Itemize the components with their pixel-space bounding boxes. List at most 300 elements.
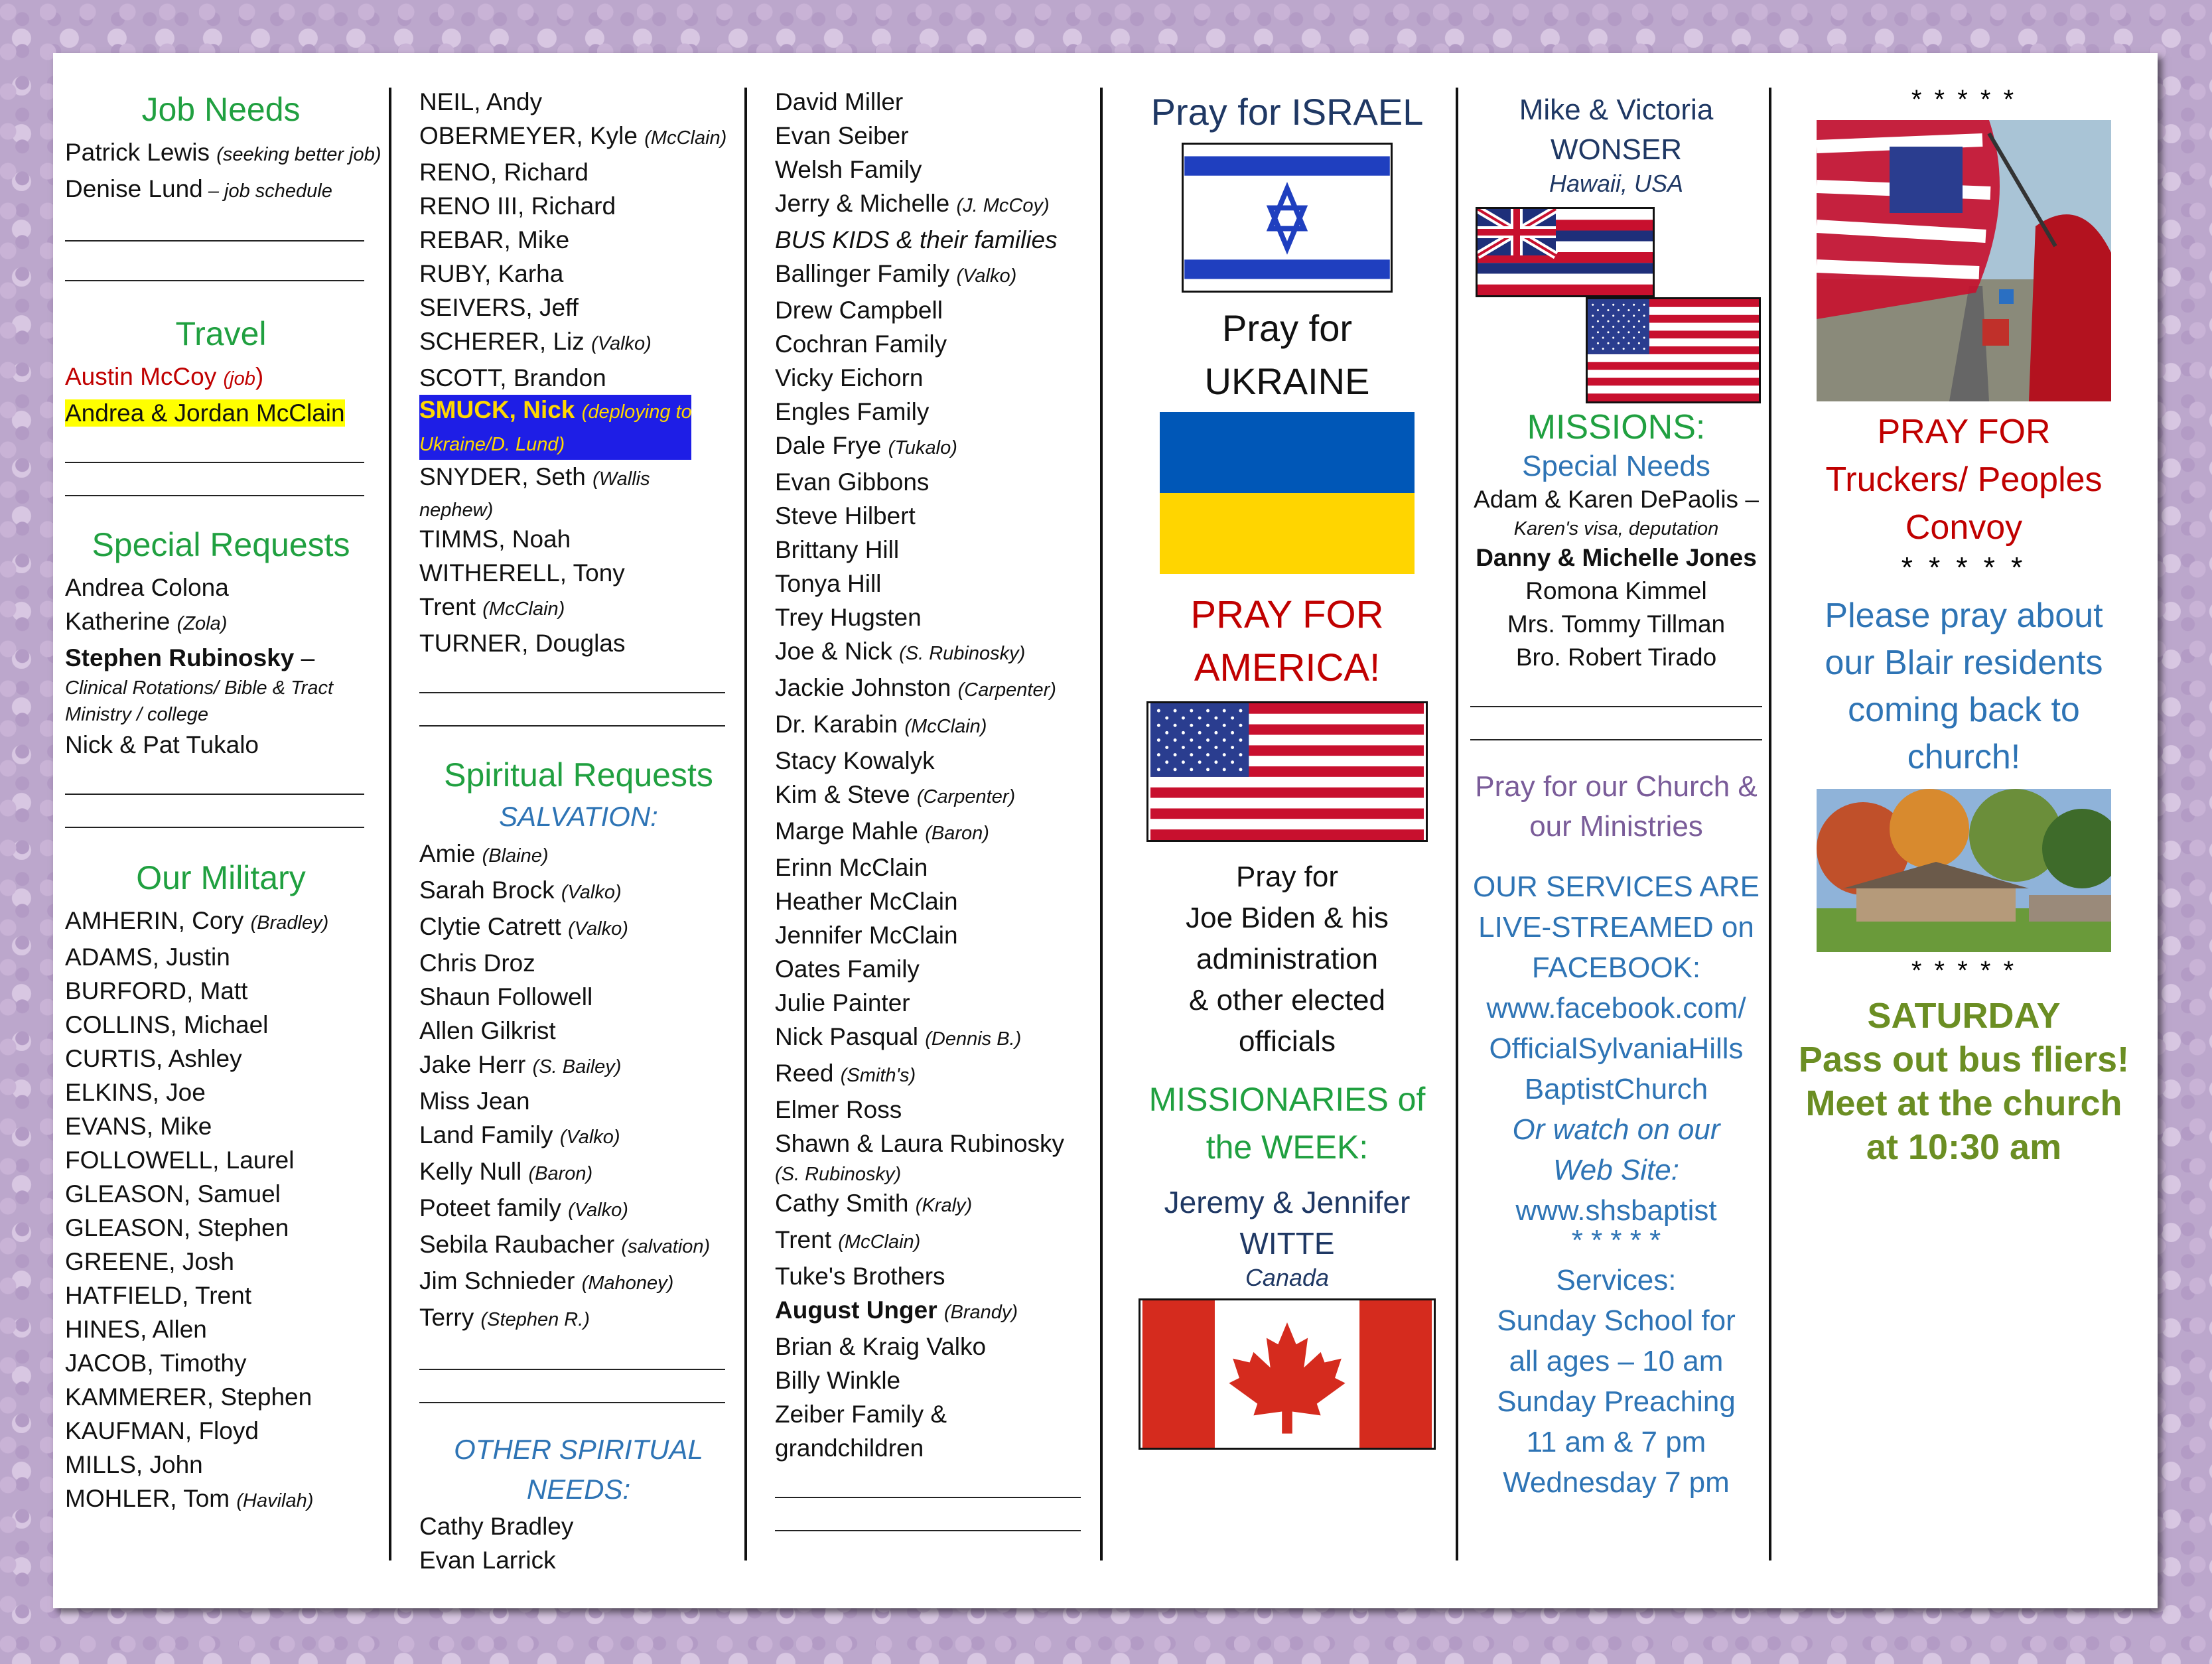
item-name: Reed bbox=[775, 1060, 834, 1087]
list-item bbox=[775, 293, 1093, 327]
list-item bbox=[65, 396, 377, 430]
facebook-link[interactable]: OfficialSylvaniaHills bbox=[1489, 1032, 1744, 1065]
item-name: Elmer Ross bbox=[775, 1096, 902, 1123]
ukraine-flag-icon bbox=[1160, 412, 1415, 574]
heading-line: the WEEK: bbox=[1206, 1129, 1369, 1166]
item-name: Engles Family bbox=[775, 398, 930, 425]
item-name: COLLINS, Michael bbox=[65, 1011, 269, 1038]
stars-divider: * * * * * bbox=[1901, 551, 2027, 584]
note-line: coming back to bbox=[1848, 691, 2080, 729]
special-needs-item: Bro. Robert Tirado bbox=[1515, 644, 1717, 671]
item-name: BUS KIDS & their families bbox=[775, 226, 1058, 253]
list-item bbox=[419, 590, 738, 626]
item-name: KAMMERER, Stephen bbox=[65, 1383, 312, 1411]
item-note: (Valko) bbox=[591, 333, 652, 354]
note-line: Please pray about bbox=[1825, 596, 2103, 635]
job-needs-heading: Job Needs bbox=[141, 91, 301, 128]
prayer-line: Joe Biden & his bbox=[1186, 902, 1389, 934]
item-name: CURTIS, Ashley bbox=[65, 1045, 242, 1072]
missionary-country: Canada bbox=[1245, 1264, 1330, 1291]
list-item bbox=[775, 327, 1093, 361]
item-name: Katherine bbox=[65, 608, 171, 635]
list-item bbox=[419, 1084, 738, 1118]
heading-line: OTHER SPIRITUAL bbox=[454, 1434, 703, 1465]
item-note: (Brandy) bbox=[943, 1302, 1018, 1323]
item-name: Dale Frye bbox=[775, 432, 882, 459]
special-needs-heading: Special Needs bbox=[1522, 450, 1710, 482]
item-name: Sarah Brock bbox=[419, 876, 555, 904]
item-name: SNYDER, Seth bbox=[419, 463, 586, 490]
item-name: HATFIELD, Trent bbox=[65, 1282, 251, 1309]
item-name: Zeiber Family & bbox=[775, 1401, 947, 1428]
item-name: Brittany Hill bbox=[775, 536, 900, 563]
item-note: (Dennis B.) bbox=[925, 1028, 1022, 1050]
item-name: Erinn McClain bbox=[775, 854, 928, 881]
note-line: our Blair residents bbox=[1825, 644, 2103, 682]
item-name: MOHLER, Tom bbox=[65, 1485, 230, 1512]
heading-line: UKRAINE bbox=[1204, 360, 1370, 402]
list-item bbox=[775, 744, 1093, 778]
service-line: Services: bbox=[1556, 1264, 1677, 1296]
list-item bbox=[419, 155, 738, 189]
item-name: TURNER, Douglas bbox=[419, 630, 626, 657]
note-line: church! bbox=[1907, 738, 2021, 776]
stream-line: FACEBOOK: bbox=[1531, 951, 1701, 984]
item-name: ADAMS, Justin bbox=[65, 943, 230, 971]
item-name: Land Family bbox=[419, 1121, 553, 1148]
item-name: Vicky Eichorn bbox=[775, 364, 924, 391]
heading-line: PRAY FOR bbox=[1190, 593, 1384, 636]
note-line: Pass out bus fliers! bbox=[1798, 1040, 2130, 1079]
list-item bbox=[419, 837, 738, 873]
list-item bbox=[775, 634, 1093, 671]
item-name: RENO, Richard bbox=[419, 159, 588, 186]
list-item bbox=[775, 778, 1093, 814]
heading-line: AMERICA! bbox=[1194, 646, 1381, 689]
item-name: RENO III, Richard bbox=[419, 192, 616, 220]
list-item bbox=[775, 1186, 1093, 1223]
item-name: Patrick Lewis bbox=[65, 139, 210, 166]
item-name: SMUCK, Nick bbox=[419, 396, 575, 423]
list-item bbox=[65, 135, 381, 172]
item-name: REBAR, Mike bbox=[419, 226, 570, 253]
item-note: (seeking better job) bbox=[216, 144, 381, 165]
item-note: (Carpenter) bbox=[916, 786, 1016, 807]
list-item bbox=[775, 1020, 1093, 1056]
item-name: Trent bbox=[419, 593, 476, 620]
list-item bbox=[65, 1312, 377, 1346]
item-name: ELKINS, Joe bbox=[65, 1079, 206, 1106]
list-item bbox=[419, 1300, 738, 1337]
list-item bbox=[419, 291, 738, 324]
column-divider bbox=[744, 88, 747, 1560]
list-item bbox=[775, 1093, 1093, 1127]
item-name: FOLLOWELL, Laurel bbox=[65, 1146, 295, 1174]
list-item bbox=[65, 172, 377, 208]
list-item bbox=[419, 1118, 738, 1154]
special-needs-item: Adam & Karen DePaolis – bbox=[1474, 486, 1759, 513]
item-name: Clytie Catrett bbox=[419, 913, 561, 940]
list-item bbox=[419, 223, 738, 257]
list-item bbox=[419, 1227, 738, 1264]
item-name: AMHERIN, Cory bbox=[65, 907, 244, 934]
item-name: David Miller bbox=[775, 88, 904, 115]
heading-line: Convoy bbox=[1905, 508, 2023, 547]
item-name: Dr. Karabin bbox=[775, 711, 898, 738]
item-name: Oates Family bbox=[775, 955, 920, 983]
us-flag-small-icon bbox=[1586, 297, 1761, 403]
prayer-line: administration bbox=[1196, 943, 1378, 975]
column-3 bbox=[775, 85, 1093, 1582]
list-item bbox=[65, 728, 377, 762]
note-line: SATURDAY bbox=[1867, 996, 2061, 1036]
service-line: all ages – 10 am bbox=[1509, 1345, 1724, 1377]
list-item bbox=[419, 1264, 738, 1300]
item-name: August Unger bbox=[775, 1296, 937, 1324]
item-name: GLEASON, Samuel bbox=[65, 1180, 281, 1208]
list-item bbox=[419, 522, 738, 556]
item-note: Ministry / college bbox=[65, 704, 208, 725]
list-item bbox=[65, 1380, 377, 1414]
list-item bbox=[775, 600, 1093, 634]
item-name: Cochran Family bbox=[775, 330, 947, 358]
item-note: (S. Rubinosky) bbox=[899, 643, 1026, 664]
column-divider bbox=[389, 88, 391, 1560]
facebook-link[interactable]: www.facebook.com/ bbox=[1486, 992, 1746, 1024]
list-item bbox=[65, 1008, 377, 1042]
church-line: our Ministries bbox=[1529, 810, 1703, 843]
military-list bbox=[65, 904, 377, 1518]
list-item bbox=[775, 1127, 1093, 1160]
item-name: GLEASON, Stephen bbox=[65, 1214, 289, 1241]
item-note: (Smith's) bbox=[840, 1065, 916, 1086]
item-note: (McClain) bbox=[482, 598, 565, 620]
list-item bbox=[65, 1448, 377, 1482]
item-name: Kelly Null bbox=[419, 1158, 522, 1185]
column-divider bbox=[1100, 88, 1103, 1560]
america-heading bbox=[1123, 589, 1452, 695]
blair-residents-note bbox=[1778, 592, 2150, 781]
special-needs-item: Danny & Michelle Jones bbox=[1476, 544, 1757, 571]
prayer-line: & other elected bbox=[1189, 984, 1385, 1016]
list-item bbox=[775, 1363, 1093, 1397]
list-item bbox=[419, 189, 738, 223]
list-item bbox=[65, 1075, 377, 1109]
item-name: SCHERER, Liz bbox=[419, 328, 585, 355]
list-item bbox=[65, 571, 377, 604]
list-item bbox=[65, 974, 377, 1008]
list-item bbox=[775, 223, 1093, 257]
list-item bbox=[65, 1279, 377, 1312]
list-item bbox=[775, 186, 1093, 223]
item-name: KAUFMAN, Floyd bbox=[65, 1417, 259, 1444]
ukraine-heading bbox=[1123, 302, 1452, 408]
item-name: Drew Campbell bbox=[775, 297, 943, 324]
item-name: Brian & Kraig Valko bbox=[775, 1333, 987, 1360]
item-name: Cathy Smith bbox=[775, 1190, 909, 1217]
stars-divider: * * * * * bbox=[1911, 85, 2017, 114]
item-name: Kim & Steve bbox=[775, 781, 910, 808]
item-name: HINES, Allen bbox=[65, 1316, 207, 1343]
stream-line: OUR SERVICES ARE bbox=[1473, 870, 1760, 903]
list-item bbox=[775, 533, 1093, 567]
item-note: (Valko) bbox=[559, 1127, 620, 1148]
item-note: (Baron) bbox=[528, 1163, 593, 1184]
write-in-line bbox=[775, 1530, 1081, 1531]
item-note: (McClain) bbox=[644, 127, 727, 149]
facebook-link[interactable]: BaptistChurch bbox=[1524, 1073, 1708, 1105]
list-item bbox=[775, 85, 1093, 119]
service-line: Wednesday 7 pm bbox=[1503, 1466, 1730, 1499]
highlighted-name: Andrea & Jordan McClain bbox=[65, 399, 345, 427]
item-name: Austin McCoy bbox=[65, 363, 217, 390]
missionary-family bbox=[1470, 90, 1762, 170]
item-note: (Stephen R.) bbox=[480, 1309, 590, 1330]
item-name: Chris Droz bbox=[419, 949, 535, 977]
item-name: Stephen Rubinosky bbox=[65, 644, 295, 671]
item-name: BURFORD, Matt bbox=[65, 977, 248, 1005]
write-in-line bbox=[419, 1369, 725, 1370]
item-note: (Tukalo) bbox=[888, 437, 957, 458]
item-name: OBERMEYER, Kyle bbox=[419, 122, 638, 149]
item-name: Evan Seiber bbox=[775, 122, 909, 149]
missionary-line: WITTE bbox=[1239, 1226, 1335, 1261]
list-item bbox=[775, 707, 1093, 744]
list-item bbox=[419, 119, 738, 155]
item-name: Andrea Colona bbox=[65, 574, 229, 601]
item-name: Denise Lund bbox=[65, 175, 203, 202]
item-name: WITHERELL, Tony bbox=[419, 559, 625, 587]
list-item bbox=[419, 1154, 738, 1191]
item-name: Allen Gilkrist bbox=[419, 1017, 556, 1044]
item-name: Tonya Hill bbox=[775, 570, 882, 597]
item-name: GREENE, Josh bbox=[65, 1248, 234, 1275]
item-note: (J. McCoy) bbox=[956, 195, 1050, 216]
heading-line: PRAY FOR bbox=[1877, 413, 2051, 451]
flag-group bbox=[1470, 198, 1762, 403]
saturday-note bbox=[1778, 994, 2150, 1169]
list-item bbox=[775, 1330, 1093, 1363]
item-name: Nick & Pat Tukalo bbox=[65, 731, 259, 758]
item-name: SCOTT, Brandon bbox=[419, 364, 606, 391]
service-line: Sunday Preaching bbox=[1497, 1385, 1736, 1418]
write-in-line bbox=[419, 1402, 725, 1403]
list-item bbox=[775, 429, 1093, 465]
item-note: (Zola) bbox=[176, 613, 228, 634]
missions-heading: MISSIONS: bbox=[1527, 408, 1706, 447]
list-item bbox=[775, 395, 1093, 429]
item-note: (Blaine) bbox=[482, 845, 549, 867]
item-note: (Wallis bbox=[592, 468, 650, 490]
list-item bbox=[775, 257, 1093, 293]
item-name: Joe & Nick bbox=[775, 638, 892, 665]
write-in-line bbox=[65, 794, 364, 795]
item-name: Trent bbox=[775, 1226, 831, 1253]
special-needs-item: Romona Kimmel bbox=[1525, 577, 1707, 604]
service-line: 11 am & 7 pm bbox=[1526, 1426, 1706, 1458]
service-times bbox=[1470, 1260, 1762, 1503]
name-line: Mike & Victoria bbox=[1519, 94, 1714, 126]
prayer-line: Pray for bbox=[1235, 861, 1339, 893]
column-5 bbox=[1470, 85, 1762, 1582]
list-item bbox=[65, 1109, 377, 1143]
list-item bbox=[419, 324, 738, 361]
item-note: (job bbox=[223, 368, 255, 389]
special-needs-item: Karen's visa, deputation bbox=[1513, 518, 1719, 539]
item-note: (Valko) bbox=[956, 265, 1017, 287]
list-item bbox=[65, 360, 377, 396]
list-item bbox=[65, 1177, 377, 1211]
item-note: (Carpenter) bbox=[957, 679, 1056, 701]
item-name: JACOB, Timothy bbox=[65, 1350, 247, 1377]
item-name: EVANS, Mike bbox=[65, 1113, 212, 1140]
salvation-subheading: SALVATION: bbox=[499, 801, 658, 832]
list-item bbox=[775, 499, 1093, 533]
item-name: Steve Hilbert bbox=[775, 502, 916, 529]
list-item bbox=[419, 460, 738, 496]
note-line: at 10:30 am bbox=[1866, 1127, 2062, 1167]
missionary-line: Jeremy & Jennifer bbox=[1164, 1185, 1411, 1219]
list-item bbox=[775, 1431, 1093, 1465]
write-in-line bbox=[65, 280, 364, 281]
travel-heading: Travel bbox=[175, 315, 267, 352]
list-item bbox=[419, 1048, 738, 1084]
military-list-continued bbox=[419, 460, 738, 660]
item-note: nephew) bbox=[419, 500, 494, 521]
list-item bbox=[65, 940, 377, 974]
write-in-line bbox=[419, 692, 725, 693]
column-1 bbox=[65, 85, 381, 1582]
item-note: (Kraly) bbox=[915, 1195, 973, 1216]
list-item bbox=[65, 904, 377, 940]
item-name: MILLS, John bbox=[65, 1451, 203, 1478]
item-name: Jackie Johnston bbox=[775, 674, 951, 701]
missionaries-of-week-heading bbox=[1123, 1075, 1452, 1171]
prayer-list bbox=[775, 85, 1093, 1465]
item-name: Trey Hugsten bbox=[775, 604, 922, 631]
church-line: Pray for our Church & bbox=[1475, 770, 1758, 803]
list-item bbox=[419, 1014, 738, 1048]
truckers-heading bbox=[1778, 408, 2150, 551]
list-item bbox=[775, 1397, 1093, 1431]
item-name: Shawn & Laura Rubinosky bbox=[775, 1130, 1065, 1157]
name-line: WONSER bbox=[1551, 133, 1682, 166]
list-item bbox=[65, 1346, 377, 1380]
item-name: Tuke's Brothers bbox=[775, 1263, 945, 1290]
list-item bbox=[775, 465, 1093, 499]
biden-prayer bbox=[1123, 857, 1452, 1062]
item-name: RUBY, Karha bbox=[419, 260, 564, 287]
heading-line: Pray for bbox=[1221, 307, 1353, 349]
list-item bbox=[775, 1160, 1093, 1186]
item-name: Billy Winkle bbox=[775, 1367, 901, 1394]
list-item bbox=[419, 873, 738, 910]
column-6 bbox=[1778, 85, 2150, 1582]
item-name: Sebila Raubacher bbox=[419, 1231, 615, 1258]
list-item bbox=[775, 1293, 1093, 1330]
list-item bbox=[419, 257, 738, 291]
item-name: Amie bbox=[419, 840, 476, 867]
livestream-info bbox=[1470, 867, 1762, 1257]
item-name: Jim Schnieder bbox=[419, 1267, 575, 1294]
list-item bbox=[775, 851, 1093, 884]
item-note: (S. Bailey) bbox=[532, 1056, 622, 1077]
item-note-close: ) bbox=[255, 363, 264, 390]
list-item bbox=[775, 1223, 1093, 1259]
item-name: Marge Mahle bbox=[775, 817, 918, 845]
list-item bbox=[775, 814, 1093, 851]
heading-line: NEEDS: bbox=[526, 1474, 631, 1505]
stars-divider: * * * * * bbox=[1911, 956, 2017, 985]
military-heading: Our Military bbox=[136, 859, 306, 896]
list-item bbox=[775, 986, 1093, 1020]
stars-divider: * * * * * bbox=[1571, 1224, 1661, 1257]
bulletin-page bbox=[53, 53, 2158, 1608]
item-note: (deploying to bbox=[581, 401, 692, 423]
canada-flag-icon bbox=[1139, 1298, 1436, 1450]
list-item bbox=[775, 884, 1093, 918]
column-divider bbox=[1769, 88, 1771, 1560]
item-note: (S. Rubinosky) bbox=[775, 1164, 902, 1185]
write-in-line bbox=[775, 1497, 1081, 1498]
item-note: (Bradley) bbox=[250, 912, 329, 934]
write-in-line bbox=[1470, 739, 1762, 740]
list-item bbox=[775, 567, 1093, 600]
list-item bbox=[419, 626, 738, 660]
item-note: (Havilah) bbox=[236, 1490, 314, 1511]
heading-line: Truckers/ Peoples bbox=[1825, 460, 2103, 499]
item-note: (Mahoney) bbox=[581, 1273, 674, 1294]
write-in-line bbox=[419, 725, 725, 727]
item-name: Jerry & Michelle bbox=[775, 190, 950, 217]
list-item bbox=[65, 1482, 377, 1518]
watch-line: Web Site: bbox=[1553, 1154, 1679, 1186]
item-note: – job schedule bbox=[202, 180, 332, 202]
stream-line: LIVE-STREAMED on bbox=[1478, 911, 1754, 943]
item-name: Heather McClain bbox=[775, 888, 958, 915]
list-item: Cathy Bradley bbox=[419, 1513, 574, 1540]
list-item bbox=[419, 910, 738, 946]
item-note: Ukraine/D. Lund) bbox=[419, 434, 565, 455]
list-item bbox=[65, 1414, 377, 1448]
church-prayer bbox=[1470, 767, 1762, 847]
item-name: Stacy Kowalyk bbox=[775, 747, 935, 774]
item-name: Nick Pasqual bbox=[775, 1023, 918, 1050]
write-in-line bbox=[1470, 706, 1762, 707]
list-item bbox=[419, 85, 738, 119]
item-note: (Valko) bbox=[561, 882, 622, 903]
heading-line: MISSIONARIES of bbox=[1148, 1081, 1426, 1118]
list-item bbox=[775, 119, 1093, 153]
column-4 bbox=[1123, 85, 1452, 1582]
list-item: Evan Larrick bbox=[419, 1547, 556, 1574]
item-name: TIMMS, Noah bbox=[419, 525, 571, 553]
flag-waving-photo bbox=[1817, 120, 2111, 401]
spiritual-requests-heading: Spiritual Requests bbox=[444, 756, 713, 794]
list-item bbox=[775, 671, 1093, 707]
list-item bbox=[419, 496, 738, 522]
us-flag-icon bbox=[1146, 701, 1428, 842]
item-name: NEIL, Andy bbox=[419, 88, 543, 115]
item-name: Welsh Family bbox=[775, 156, 922, 183]
item-name: grandchildren bbox=[775, 1434, 924, 1462]
list-item bbox=[65, 1211, 377, 1245]
write-in-line bbox=[65, 495, 364, 496]
israel-heading: Pray for ISRAEL bbox=[1150, 91, 1424, 133]
list-item bbox=[775, 1259, 1093, 1293]
item-name: Julie Painter bbox=[775, 989, 910, 1016]
website-link[interactable]: www.shsbaptist bbox=[1515, 1194, 1717, 1227]
